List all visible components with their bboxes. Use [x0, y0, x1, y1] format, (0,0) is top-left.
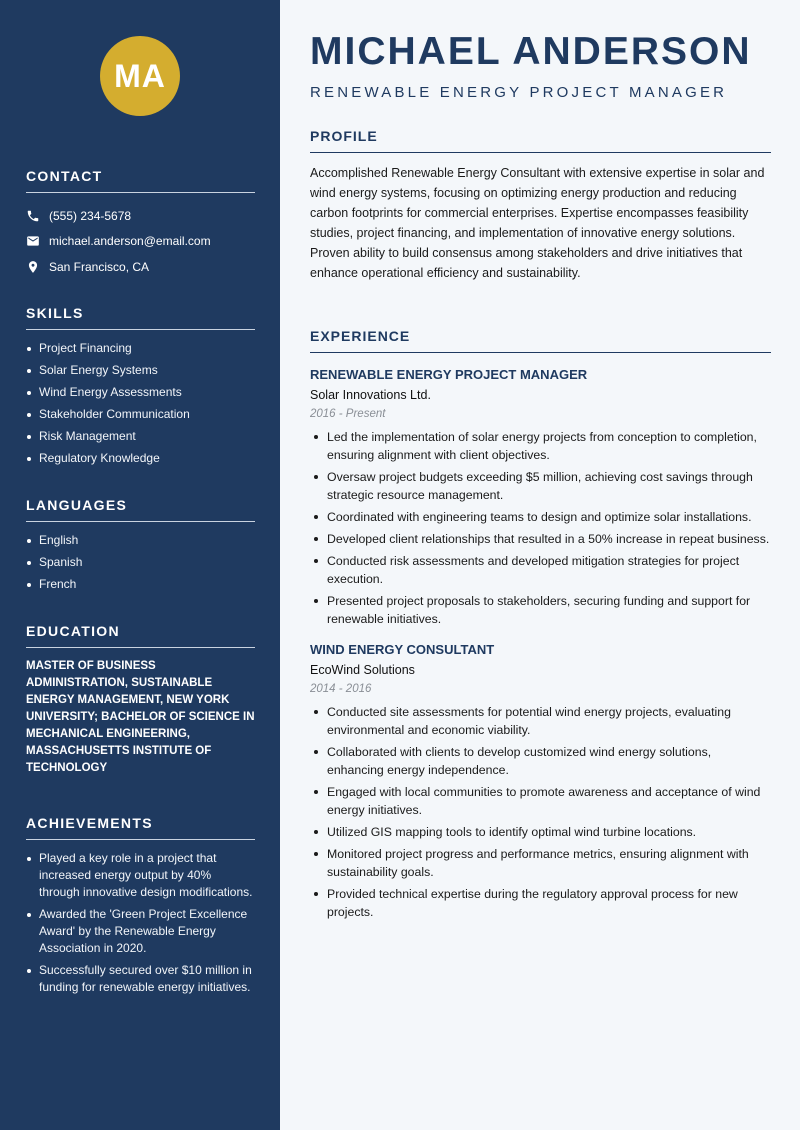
- job-bullet: Monitored project progress and performance metrics, ensuring alignment with sustainability goals.: [310, 845, 771, 881]
- job-bullet: Collaborated with clients to develop customized wind energy solutions, enhancing energy independence.: [310, 743, 771, 779]
- achievement-item: Awarded the 'Green Project Excellence Award' by the Renewable Energy Association in 2020.: [26, 906, 255, 957]
- job-title: WIND ENERGY CONSULTANT: [310, 642, 495, 657]
- languages-heading: LANGUAGES: [26, 497, 255, 522]
- language-item: French: [26, 576, 255, 593]
- candidate-title: RENEWABLE ENERGY PROJECT MANAGER: [310, 84, 728, 101]
- achievements-heading: ACHIEVEMENTS: [26, 815, 255, 840]
- skill-item: Regulatory Knowledge: [26, 450, 255, 467]
- profile-section: [310, 128, 771, 283]
- languages-section: [26, 497, 255, 598]
- achievement-item: Successfully secured over $10 million in funding for renewable energy initiatives.: [26, 962, 255, 996]
- email-text: michael.anderson@email.com: [49, 234, 211, 249]
- education-section: [26, 623, 255, 777]
- skill-item: Solar Energy Systems: [26, 362, 255, 379]
- phone-icon: [26, 209, 40, 223]
- sidebar: [0, 0, 280, 1130]
- education-text: MASTER OF BUSINESS ADMINISTRATION, SUSTAINABLE ENERGY MANAGEMENT, NEW YORK UNIVERSITY; BACHELOR OF SCIENCE IN MECHANICAL ENGINEERING, MASSACHUSETTS INSTITUTE OF TECHNOLOGY: [26, 660, 255, 774]
- job-bullet: Coordinated with engineering teams to design and optimize solar installations.: [310, 508, 771, 526]
- language-item: Spanish: [26, 554, 255, 571]
- company-name: EcoWind Solutions: [310, 663, 415, 677]
- job-title: RENEWABLE ENERGY PROJECT MANAGER: [310, 367, 588, 382]
- experience-section: [310, 328, 771, 925]
- candidate-name: MICHAEL ANDERSON: [310, 30, 752, 73]
- job-bullet: Presented project proposals to stakeholders, securing funding and support for renewable initiatives.: [310, 592, 771, 628]
- contact-location: [26, 254, 255, 280]
- skill-item: Stakeholder Communication: [26, 406, 255, 423]
- job-bullet: Oversaw project budgets exceeding $5 million, achieving cost savings through strategic resource management.: [310, 468, 771, 504]
- skill-item: Project Financing: [26, 340, 255, 357]
- job-bullet: Engaged with local communities to promote awareness and acceptance of wind energy initiatives.: [310, 783, 771, 819]
- contact-phone: [26, 203, 255, 229]
- mail-icon: [26, 234, 40, 248]
- education-heading: EDUCATION: [26, 623, 255, 648]
- achievements-list: [26, 850, 255, 996]
- avatar: MA: [100, 36, 180, 116]
- job-entry: [310, 642, 771, 921]
- skill-item: Wind Energy Assessments: [26, 384, 255, 401]
- location-text: San Francisco, CA: [49, 259, 150, 274]
- job-bullet: Utilized GIS mapping tools to identify optimal wind turbine locations.: [310, 823, 771, 841]
- skill-item: Risk Management: [26, 428, 255, 445]
- profile-text: Accomplished Renewable Energy Consultant with extensive expertise in solar and wind energy systems, focusing on optimizing energy production and reducing carbon footprints for commercial enterprises. Expertise encompasses feasibility studies, project financing, and implementation of innovative energy solutions. Proven ability to build consensus among stakeholders and drive initiatives that enhance operational efficiency and sustainability.: [310, 166, 765, 280]
- job-bullet: Led the implementation of solar energy projects from conception to completion, ensuring alignment with client objectives.: [310, 428, 771, 464]
- profile-heading: PROFILE: [310, 128, 771, 153]
- achievement-item: Played a key role in a project that increased energy output by 40% through innovative design modifications.: [26, 850, 255, 901]
- contact-heading: CONTACT: [26, 168, 255, 193]
- contact-section: [26, 168, 255, 280]
- skills-heading: SKILLS: [26, 305, 255, 330]
- job-bullets: [310, 428, 771, 628]
- skills-section: [26, 305, 255, 472]
- skills-list: [26, 340, 255, 467]
- company-name: Solar Innovations Ltd.: [310, 388, 431, 402]
- achievements-section: [26, 815, 255, 1001]
- job-dates: 2014 - 2016: [310, 683, 372, 695]
- languages-list: [26, 532, 255, 593]
- job-bullet: Developed client relationships that resulted in a 50% increase in repeat business.: [310, 530, 771, 548]
- job-bullet: Conducted risk assessments and developed mitigation strategies for project execution.: [310, 552, 771, 588]
- job-bullets: [310, 703, 771, 921]
- job-bullet: Conducted site assessments for potential wind energy projects, evaluating environmental and economic viability.: [310, 703, 771, 739]
- experience-heading: EXPERIENCE: [310, 328, 771, 353]
- job-dates: 2016 - Present: [310, 408, 386, 420]
- job-entry: [310, 367, 771, 628]
- language-item: English: [26, 532, 255, 549]
- job-bullet: Provided technical expertise during the regulatory approval process for new projects.: [310, 885, 771, 921]
- phone-text: (555) 234-5678: [49, 208, 132, 223]
- location-pin-icon: [26, 260, 40, 274]
- contact-email: [26, 229, 255, 255]
